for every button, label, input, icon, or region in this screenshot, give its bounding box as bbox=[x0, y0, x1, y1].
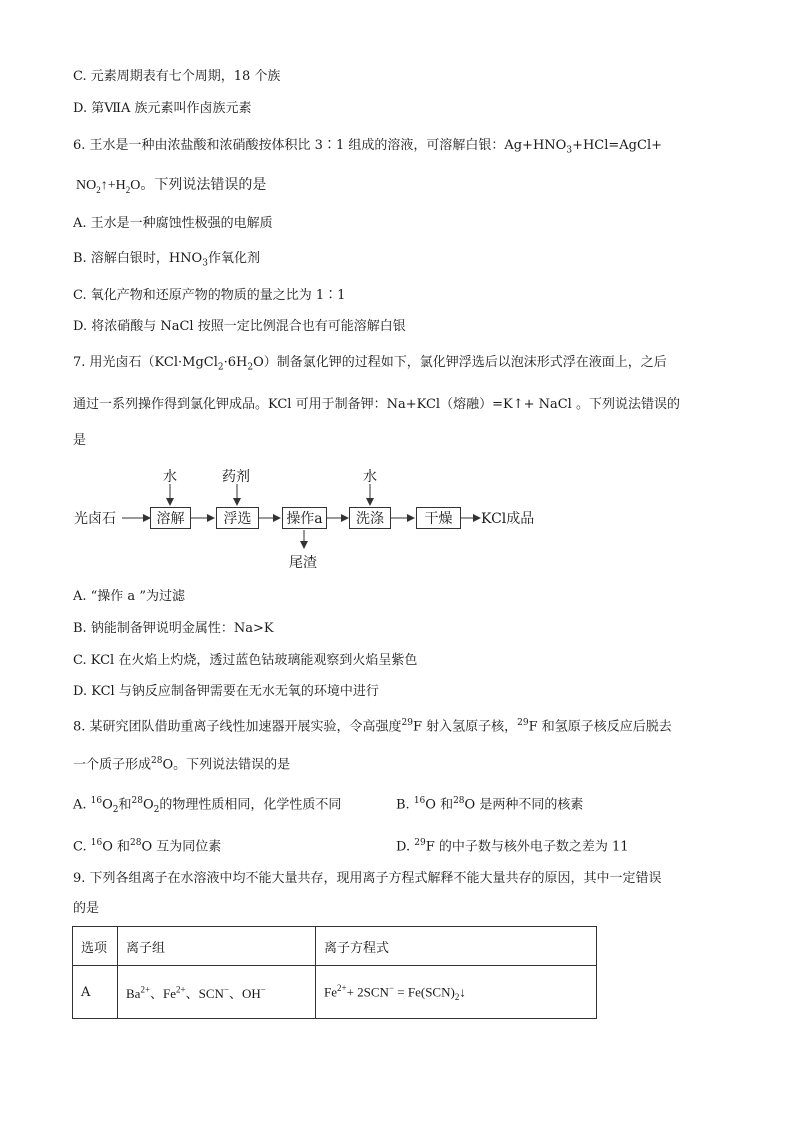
q8-option-d-text: D. bbox=[396, 839, 415, 855]
q8-stem-text: O。下列说法错误的是 bbox=[162, 757, 291, 773]
table-header-ions: 离子组 bbox=[118, 927, 316, 966]
q6-stem-text: O。下列说法错误的是 bbox=[130, 178, 267, 193]
flow-step-operation-a: 操作a bbox=[282, 507, 327, 529]
ion-text: Ba bbox=[126, 985, 141, 1001]
table-header-row bbox=[73, 927, 597, 966]
mass-number: 28 bbox=[130, 838, 142, 848]
mass-number: 16 bbox=[90, 838, 103, 848]
q8-option-a bbox=[73, 792, 341, 819]
q7-stem-cont: 通过一系列操作得到氯化钾成品。KCl 可用于制备钾：Na+KCl（熔融）=K↑+ NaCl 。下列说法错误的 bbox=[73, 397, 680, 412]
q8-option-b bbox=[396, 792, 583, 814]
charge: − bbox=[388, 982, 395, 993]
q8-option-c bbox=[73, 834, 221, 856]
flow-residue-label: 尾渣 bbox=[289, 555, 317, 571]
equation-text: Fe bbox=[324, 983, 337, 999]
table-header-equation: 离子方程式 bbox=[316, 927, 597, 966]
q8-stem bbox=[73, 714, 672, 736]
flow-reagent-label: 药剂 bbox=[222, 469, 250, 485]
mass-number: 28 bbox=[453, 796, 465, 806]
flow-step-dissolve: 溶解 bbox=[150, 507, 191, 529]
q6-stem-cont bbox=[76, 177, 266, 199]
q6-option-b bbox=[73, 250, 260, 273]
subscript: 3 bbox=[566, 145, 573, 156]
table-row bbox=[73, 966, 597, 1019]
table-cell-ions bbox=[118, 966, 316, 1019]
mass-number: 28 bbox=[131, 796, 143, 806]
q9-stem: 9. 下列各组离子在水溶液中均不能大量共存，现用离子方程式解释不能大量共存的原因，其中一定错误 bbox=[73, 871, 662, 886]
table-header-option: 选项 bbox=[73, 927, 118, 966]
q8-option-d bbox=[396, 834, 629, 856]
q6-stem-text: 6. 王水是一种由浓盐酸和浓硝酸按体积比 3∶1 组成的溶液，可溶解白银：Ag+HNO bbox=[73, 138, 567, 153]
charge: 2+ bbox=[140, 984, 151, 995]
subscript: 2 bbox=[112, 804, 119, 815]
q8-option-b-text: O 是两种不同的核素 bbox=[464, 797, 584, 813]
flow-water-label: 水 bbox=[363, 469, 377, 485]
q8-option-a-text: O bbox=[102, 797, 113, 813]
q6-option-c: C. 氧化产物和还原产物的物质的量之比为 1∶1 bbox=[73, 288, 346, 303]
q7-stem-text: 7. 用光卤石（KCl·MgCl bbox=[73, 355, 218, 370]
flow-water-label: 水 bbox=[163, 469, 177, 485]
mass-number: 29 bbox=[401, 718, 413, 728]
equation-text: ↓ bbox=[459, 983, 466, 999]
subscript: 2 bbox=[125, 184, 131, 195]
q8-stem-text: F 射入氢原子核， bbox=[413, 719, 518, 735]
subscript: 2 bbox=[153, 804, 160, 815]
q6-stem-text: +HCl=AgCl+ bbox=[572, 138, 662, 153]
q8-option-a-text: A. bbox=[73, 797, 91, 813]
flow-step-flotation: 浮选 bbox=[216, 507, 259, 529]
q6-option-b-text: B. 溶解白银时，HNO bbox=[73, 251, 203, 266]
q8-stem-cont bbox=[73, 752, 290, 774]
subscript: 2 bbox=[96, 184, 101, 195]
q8-option-c-text: C. bbox=[73, 839, 91, 855]
mass-number: 29 bbox=[414, 838, 426, 848]
q6-option-b-text: 作氧化剂 bbox=[207, 251, 260, 266]
q6-option-d: D. 将浓硝酸与 NaCl 按照一定比例混合也有可能溶解白银 bbox=[73, 319, 406, 334]
q7-stem-end: 是 bbox=[73, 433, 87, 448]
q6-stem-text: ↑+H bbox=[100, 178, 126, 193]
flow-end-label: KCl成品 bbox=[481, 511, 535, 527]
flow-step-drying: 干燥 bbox=[416, 507, 461, 529]
q8-option-b-text: B. bbox=[396, 797, 414, 813]
q5-option-d: D. 第ⅦA 族元素叫作卤族元素 bbox=[73, 101, 252, 116]
charge: 2+ bbox=[176, 984, 186, 995]
q8-option-b-text: O 和 bbox=[425, 797, 454, 813]
subscript: 2 bbox=[454, 991, 460, 1002]
q9-table bbox=[72, 926, 597, 1019]
equation-text: = Fe(SCN) bbox=[394, 983, 455, 999]
q8-option-c-text: O 互为同位素 bbox=[141, 839, 222, 855]
q7-stem bbox=[73, 354, 667, 377]
q6-option-a: A. 王水是一种腐蚀性极强的电解质 bbox=[73, 216, 273, 231]
q8-stem-text: 8. 某研究团队借助重离子线性加速器开展实验，令高强度 bbox=[73, 719, 402, 735]
q8-option-a-text: 和 bbox=[118, 797, 132, 813]
q7-option-c: C. KCl 在火焰上灼烧，透过蓝色钴玻璃能观察到火焰呈紫色 bbox=[73, 653, 418, 668]
charge: − bbox=[260, 984, 266, 995]
ion-text: 、Fe bbox=[150, 985, 177, 1001]
mass-number: 28 bbox=[151, 756, 163, 766]
table-cell-equation bbox=[316, 966, 597, 1019]
q6-stem-text: NO bbox=[76, 178, 97, 193]
ion-text: 、OH bbox=[229, 985, 261, 1001]
subscript: 3 bbox=[202, 258, 208, 269]
q7-option-a: A. “操作 a ”为过滤 bbox=[73, 589, 185, 604]
q8-option-a-text: 的物理性质相同，化学性质不同 bbox=[159, 797, 342, 813]
q7-option-b: B. 钠能制备钾说明金属性：Na>K bbox=[73, 621, 274, 636]
equation-text: + 2SCN bbox=[346, 983, 389, 999]
q7-stem-text: ·6H bbox=[223, 355, 248, 370]
q8-option-c-text: O 和 bbox=[102, 839, 130, 855]
table-cell-option: A bbox=[73, 966, 118, 1019]
subscript: 2 bbox=[217, 362, 224, 373]
ion-text: 、SCN bbox=[185, 985, 224, 1001]
charge: − bbox=[223, 984, 229, 995]
q7-option-d: D. KCl 与钠反应制备钾需要在无水无氧的环境中进行 bbox=[73, 684, 379, 699]
process-flowchart bbox=[70, 462, 590, 574]
mass-number: 16 bbox=[90, 796, 103, 806]
flow-step-washing: 洗涤 bbox=[349, 507, 391, 529]
q6-stem bbox=[73, 137, 662, 160]
mass-number: 29 bbox=[517, 718, 529, 728]
q8-stem-text: 一个质子形成 bbox=[73, 757, 152, 773]
q9-stem-end: 的是 bbox=[73, 901, 100, 916]
flow-start-label: 光卤石 bbox=[74, 511, 116, 527]
q8-option-a-text: O bbox=[142, 797, 154, 813]
charge: 2+ bbox=[337, 982, 347, 993]
mass-number: 16 bbox=[413, 796, 426, 806]
subscript: 2 bbox=[247, 362, 254, 373]
q8-stem-text: F 和氢原子核反应后脱去 bbox=[528, 719, 672, 735]
q7-stem-text: O）制备氯化钾的过程如下，氯化钾浮选后以泡沫形式浮在液面上，之后 bbox=[253, 355, 667, 370]
q5-option-c: C. 元素周期表有七个周期，18 个族 bbox=[73, 69, 281, 84]
q8-option-d-text: F 的中子数与核外电子数之差为 11 bbox=[425, 839, 629, 855]
